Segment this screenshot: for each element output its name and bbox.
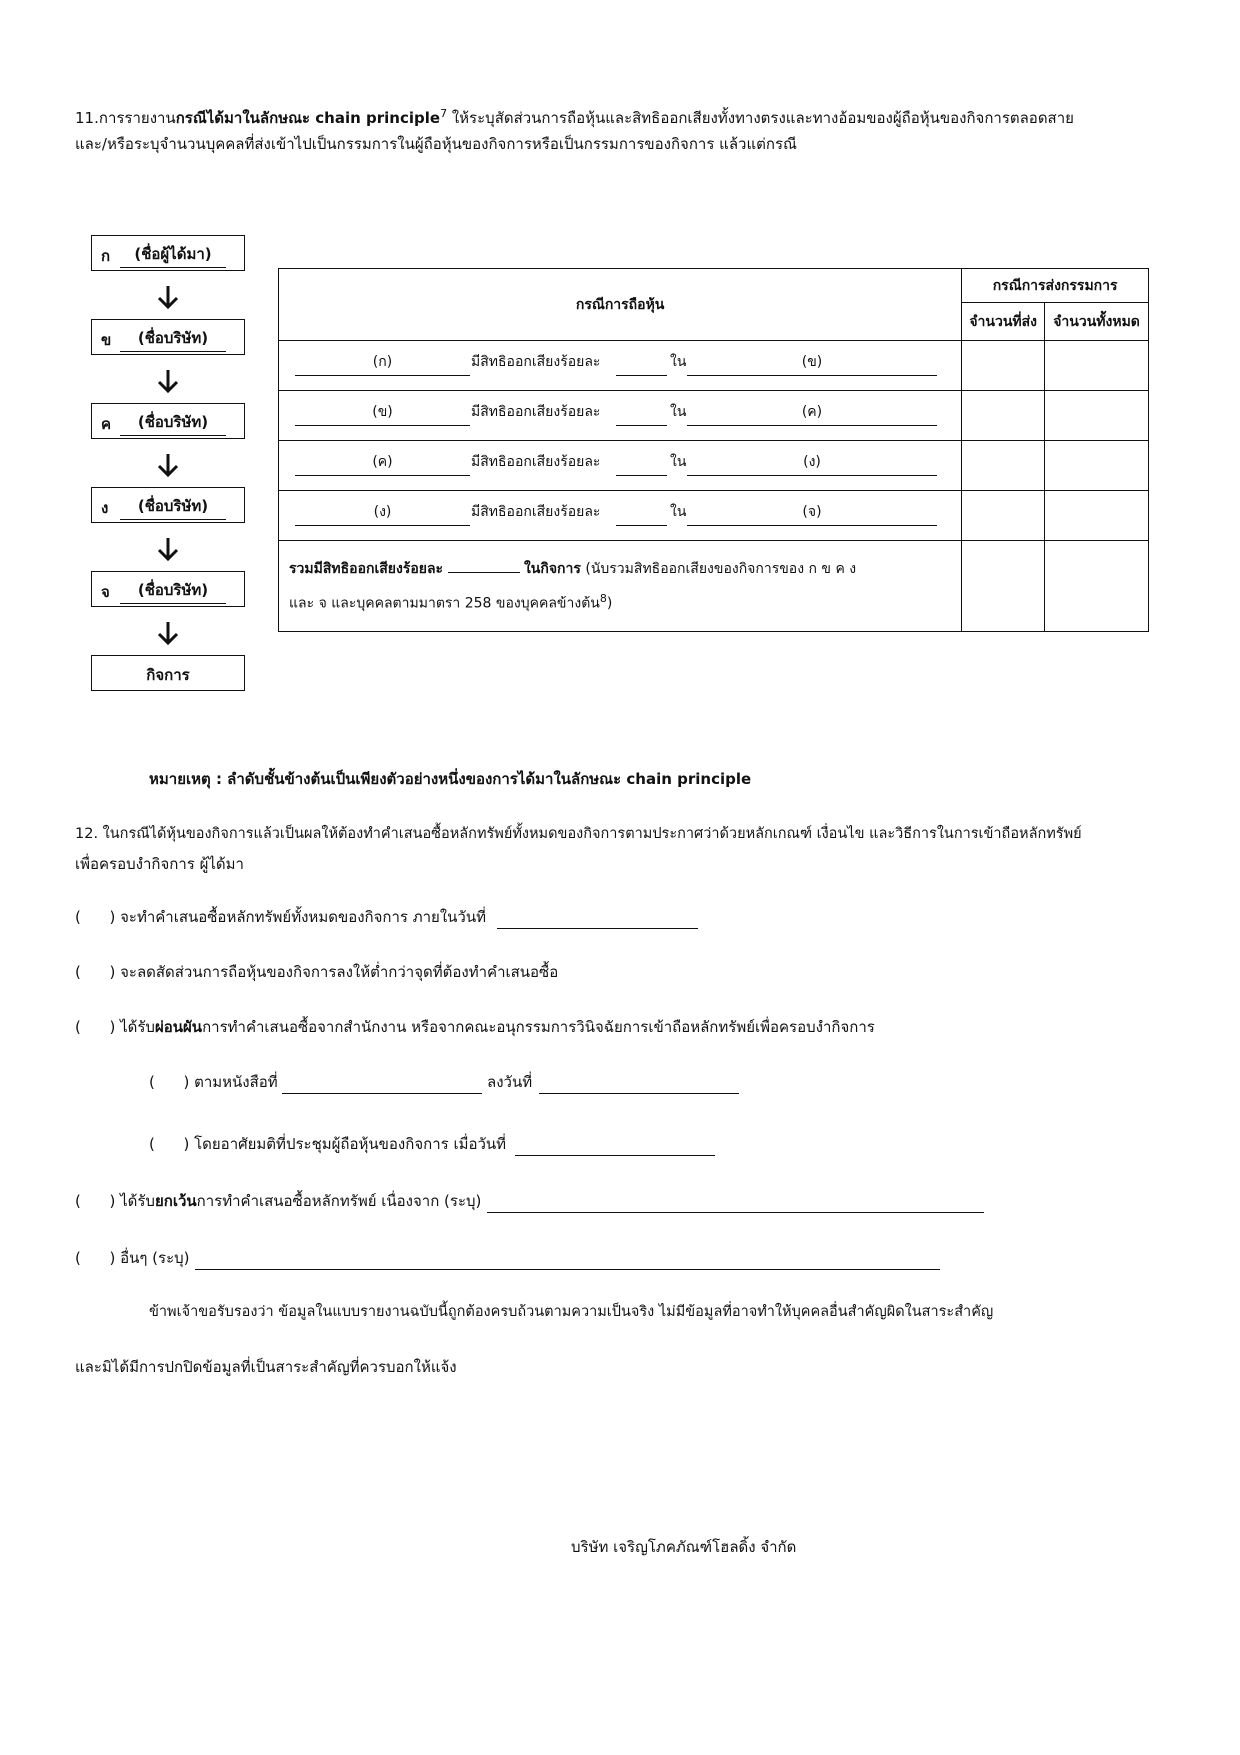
row-in: ใน: [670, 504, 687, 520]
chain-name: (ชื่อบริษัท): [120, 326, 226, 352]
section-11-text-b: ให้ระบุสัดส่วนการถือหุ้นและสิทธิออกเสียงทั้งทางตรงและทางอ้อมของผู้ถือหุ้นของกิจการตลอดสาย: [447, 109, 1074, 127]
footnote-8: 8: [599, 591, 607, 605]
chain-name: (ชื่อผู้ได้มา): [120, 242, 226, 268]
section-11-bold: กรณีได้มาในลักษณะ chain principle: [175, 109, 441, 127]
remark: หมายเหตุ : ลำดับชั้นข้างต้นเป็นเพียงตัวอย่างหนึ่งของการได้มาในลักษณะ chain principle: [149, 770, 752, 788]
chain-letter: จ: [101, 583, 110, 601]
option-3-bold: ผ่อนผัน: [154, 1018, 203, 1036]
chain-box-ngo: [91, 487, 245, 523]
option-5-text: อื่นๆ (ระบุ): [120, 1249, 190, 1267]
letter-date-field[interactable]: [539, 1093, 739, 1094]
chain-letter: ข: [101, 331, 112, 349]
row-in: ใน: [670, 454, 687, 470]
total-cell[interactable]: [1045, 541, 1149, 632]
total-note-1: (นับรวมสิทธิออกเสียงของกิจการของ ก ข ค ง: [580, 560, 857, 577]
sent-cell[interactable]: [962, 391, 1045, 441]
tender-date-field[interactable]: [497, 928, 698, 929]
total-cell[interactable]: [1045, 441, 1149, 491]
section-11-text-a: การรายงาน: [98, 109, 176, 127]
option-exemption[interactable]: ( ) ได้รับยกเว้นการทำคำเสนอซื้อหลักทรัพย์ เนื่องจาก (ระบุ): [75, 1192, 482, 1210]
sent-cell[interactable]: [962, 541, 1045, 632]
option-3b-text: โดยอาศัยมติที่ประชุมผู้ถือหุ้นของกิจการ เมื่อวันที่: [194, 1135, 507, 1153]
from-entity: (ง): [295, 501, 470, 526]
letter-date-label: ลงวันที่: [487, 1073, 533, 1091]
header-total: จำนวนทั้งหมด: [1045, 303, 1149, 341]
percent-blank[interactable]: [616, 501, 667, 526]
row-in: ใน: [670, 404, 687, 420]
option-reduce-holding[interactable]: ( ) จะลดสัดส่วนการถือหุ้นของกิจการลงให้ต่ำกว่าจุดที่ต้องทำคำเสนอซื้อ: [75, 963, 559, 981]
total-cell[interactable]: [1045, 391, 1149, 441]
header-sent: จำนวนที่ส่ง: [962, 303, 1045, 341]
table-row: [279, 341, 1149, 391]
total-note-2: และ จ และบุคคลตามมาตรา 258 ของบุคคลข้างต้น: [289, 595, 600, 612]
arrow-down-icon: [157, 369, 179, 393]
header-shareholding: กรณีการถือหุ้น: [279, 269, 962, 341]
section-12-line2: เพื่อครอบงำกิจการ ผู้ได้มา: [75, 855, 244, 873]
row-text: มีสิทธิออกเสียงร้อยละ: [471, 454, 601, 470]
to-entity: (ข): [687, 351, 937, 376]
chain-name: (ชื่อบริษัท): [120, 410, 226, 436]
table-row: [279, 391, 1149, 441]
total-in-business: ในกิจการ: [523, 560, 581, 577]
row-text: มีสิทธิออกเสียงร้อยละ: [471, 504, 601, 520]
total-cell[interactable]: [1045, 341, 1149, 391]
total-cell[interactable]: [1045, 491, 1149, 541]
to-entity: (จ): [687, 501, 937, 526]
chain-letter: ก: [101, 247, 111, 265]
total-note-close: ): [606, 595, 613, 612]
sent-cell[interactable]: [962, 441, 1045, 491]
exemption-reason-field[interactable]: [487, 1212, 984, 1213]
option-waiver-letter[interactable]: ( ) ตามหนังสือที่: [149, 1073, 278, 1091]
chain-name: (ชื่อบริษัท): [120, 578, 226, 604]
letter-number-field[interactable]: [282, 1093, 482, 1094]
option-1-text: จะทำคำเสนอซื้อหลักทรัพย์ทั้งหมดของกิจการ ภายในวันที่: [120, 908, 486, 926]
from-entity: (ก): [295, 351, 470, 376]
chain-box-kho: [91, 319, 245, 355]
to-entity: (ง): [687, 451, 937, 476]
percent-blank[interactable]: [616, 351, 667, 376]
total-row: [279, 541, 1149, 632]
percent-blank[interactable]: [616, 401, 667, 426]
arrow-down-icon: [157, 285, 179, 309]
option-other[interactable]: ( ) อื่นๆ (ระบุ): [75, 1249, 190, 1267]
chain-box-business: [91, 655, 245, 691]
option-4-post: การทำคำเสนอซื้อหลักทรัพย์ เนื่องจาก (ระบุ): [196, 1192, 482, 1210]
header-directors: กรณีการส่งกรรมการ: [962, 269, 1149, 303]
section-12-line1: 12. ในกรณีได้หุ้นของกิจการแล้วเป็นผลให้ต้องทำคำเสนอซื้อหลักทรัพย์ทั้งหมดของกิจการตามประกาศว่าด้วยหลักเกณฑ์ เงื่อนไข และวิธีการในการเข้าถือหลักทรัพย์: [75, 826, 1082, 842]
from-entity: (ข): [295, 401, 470, 426]
arrow-down-icon: [157, 621, 179, 645]
percent-blank[interactable]: [616, 451, 667, 476]
row-in: ใน: [670, 354, 687, 370]
chain-last-name: กิจการ: [146, 666, 190, 684]
row-text: มีสิทธิออกเสียงร้อยละ: [471, 354, 601, 370]
chain-letter: ง: [101, 499, 109, 517]
option-3a-text: ตามหนังสือที่: [194, 1073, 278, 1091]
table-row: [279, 441, 1149, 491]
from-entity: (ค): [295, 451, 470, 476]
chain-box-cho: [91, 571, 245, 607]
option-3-post: การทำคำเสนอซื้อจากสำนักงาน หรือจากคณะอนุกรรมการวินิจฉัยการเข้าถือหลักทรัพย์เพื่อครอบงำกิจการ: [202, 1018, 875, 1036]
certify-line1: ข้าพเจ้าขอรับรองว่า ข้อมูลในแบบรายงานฉบับนี้ถูกต้องครบถ้วนตามความเป็นจริง ไม่มีข้อมูลที่อาจทำให้บุคคลอื่นสำคัญผิดในสาระสำคัญ: [149, 1304, 994, 1320]
sent-cell[interactable]: [962, 341, 1045, 391]
company-name: บริษัท เจริญโภคภัณฑ์โฮลดิ้ง จำกัด: [571, 1538, 797, 1556]
holding-table: [278, 268, 1149, 632]
option-4-pre: ได้รับ: [120, 1192, 155, 1210]
total-percent-blank[interactable]: [448, 554, 520, 573]
option-waiver[interactable]: ( ) ได้รับผ่อนผันการทำคำเสนอซื้อจากสำนักงาน หรือจากคณะอนุกรรมการวินิจฉัยการเข้าถือหลักทรัพย์เพื่อครอบงำกิจการ: [75, 1018, 875, 1036]
footnote-7: 7: [440, 107, 448, 120]
arrow-down-icon: [157, 537, 179, 561]
option-4-bold: ยกเว้น: [154, 1192, 197, 1210]
to-entity: (ค): [687, 401, 937, 426]
option-waiver-resolution[interactable]: ( ) โดยอาศัยมติที่ประชุมผู้ถือหุ้นของกิจการ เมื่อวันที่: [149, 1135, 507, 1153]
section-11-number: 11.: [75, 109, 99, 127]
resolution-date-field[interactable]: [515, 1155, 715, 1156]
row-text: มีสิทธิออกเสียงร้อยละ: [471, 404, 601, 420]
chain-name: (ชื่อบริษัท): [120, 494, 226, 520]
certify-line2: และมิได้มีการปกปิดข้อมูลที่เป็นสาระสำคัญที่ควรบอกให้แจ้ง: [75, 1358, 457, 1376]
option-tender-offer[interactable]: ( ) จะทำคำเสนอซื้อหลักทรัพย์ทั้งหมดของกิจการ ภายในวันที่: [75, 908, 486, 926]
section-11-line2: และ/หรือระบุจำนวนบุคคลที่ส่งเข้าไปเป็นกรรมการในผู้ถือหุ้นของกิจการหรือเป็นกรรมการของกิจการ แล้วแต่กรณี: [75, 135, 797, 153]
arrow-down-icon: [157, 453, 179, 477]
sent-cell[interactable]: [962, 491, 1045, 541]
total-label: รวมมีสิทธิออกเสียงร้อยละ: [289, 560, 444, 577]
section-11-line1: [75, 99, 1175, 133]
chain-letter: ค: [101, 415, 112, 433]
table-row: [279, 491, 1149, 541]
option-3-pre: ได้รับ: [120, 1018, 155, 1036]
chain-box-ko: [91, 235, 245, 271]
other-reason-field[interactable]: [195, 1269, 940, 1270]
option-2-text: จะลดสัดส่วนการถือหุ้นของกิจการลงให้ต่ำกว่าจุดที่ต้องทำคำเสนอซื้อ: [120, 963, 559, 981]
chain-box-kho-khwai: [91, 403, 245, 439]
